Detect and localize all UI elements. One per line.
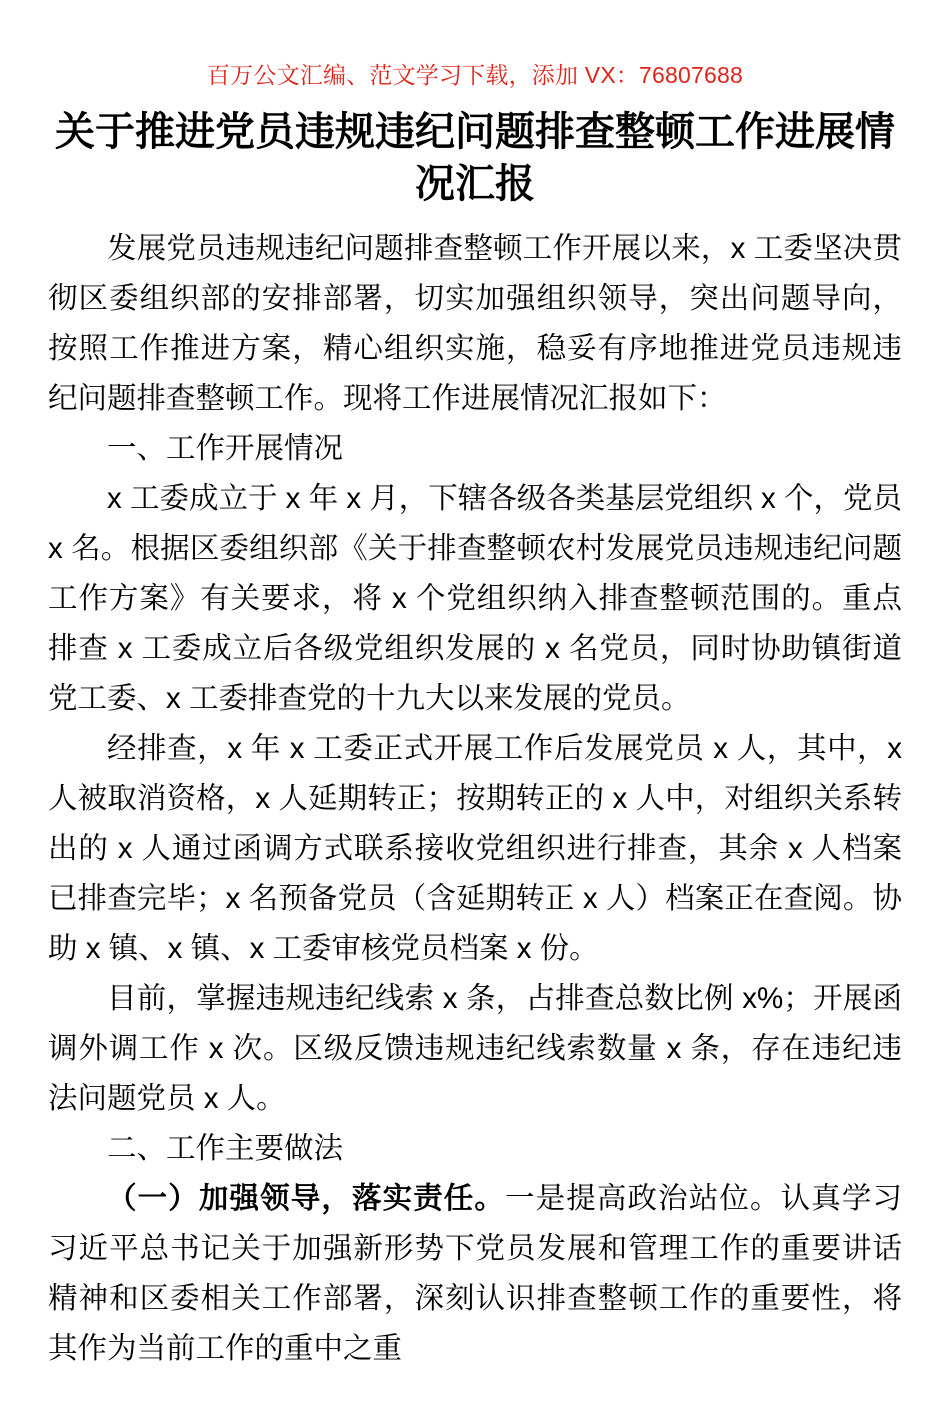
section-heading-one: 一、工作开展情况 (107, 432, 344, 465)
paragraph-section2-item1 (48, 1174, 902, 1374)
paragraph-section1-investigation: 经排查，x 年 x 工委正式开展工作后发展党员 x 人，其中，x 人被取消资格，x 人延期转正；按期转正的 x 人中，对组织关系转出的 x 人通过函调方式联系接收党组织进行排查，其余 x 人档案已排查完毕；x 名预备党员（含延期转正 x 人）档案正在查阅。协助 x 镇、x 镇、x 工委审核党员档案 x 份。 (48, 732, 902, 965)
document-page (0, 60, 950, 1404)
paragraph-intro: 发展党员违规违纪问题排查整顿工作开展以来，x 工委坚决贯彻区委组织部的安排部署，切实加强组织领导，突出问题导向，按照工作推进方案，精心组织实施，稳妥有序地推进党员违规违纪问题排查整顿工作。现将工作进展情况汇报如下： (48, 232, 902, 415)
paragraph-section1-status: 目前，掌握违规违纪线索 x 条，占排查总数比例 x%；开展函调外调工作 x 次。区级反馈违规违纪线索数量 x 条，存在违纪违法问题党员 x 人。 (48, 982, 902, 1115)
document-body (48, 224, 902, 1374)
page-title: 关于推进党员违规违纪问题排查整顿工作进展情况汇报 (55, 110, 895, 206)
subsection-label-one: （一）加强领导，落实责任。 (107, 1182, 506, 1215)
paragraph-section1-overview: x 工委成立于 x 年 x 月，下辖各级各类基层党组织 x 个，党员 x 名。根据区委组织部《关于排查整顿农村发展党员违规违纪问题工作方案》有关要求，将 x 个党组织纳入排查整顿范围的。重点排查 x 工委成立后各级党组织发展的 x 名党员，同时协助镇街道党工委、x 工委排查党的十九大以来发展的党员。 (48, 482, 902, 715)
subsection-body-one: 一是提高政治站位。认真学习习近平总书记关于加强新形势下党员发展和管理工作的重要讲话精神和区委相关工作部署，深刻认识排查整顿工作的重要性，将其作为当前工作的重中之重 (48, 1182, 902, 1365)
section-heading-two: 二、工作主要做法 (107, 1132, 344, 1165)
promo-banner: 百万公文汇编、范文学习下载，添加 VX：76807688 (206, 62, 743, 88)
